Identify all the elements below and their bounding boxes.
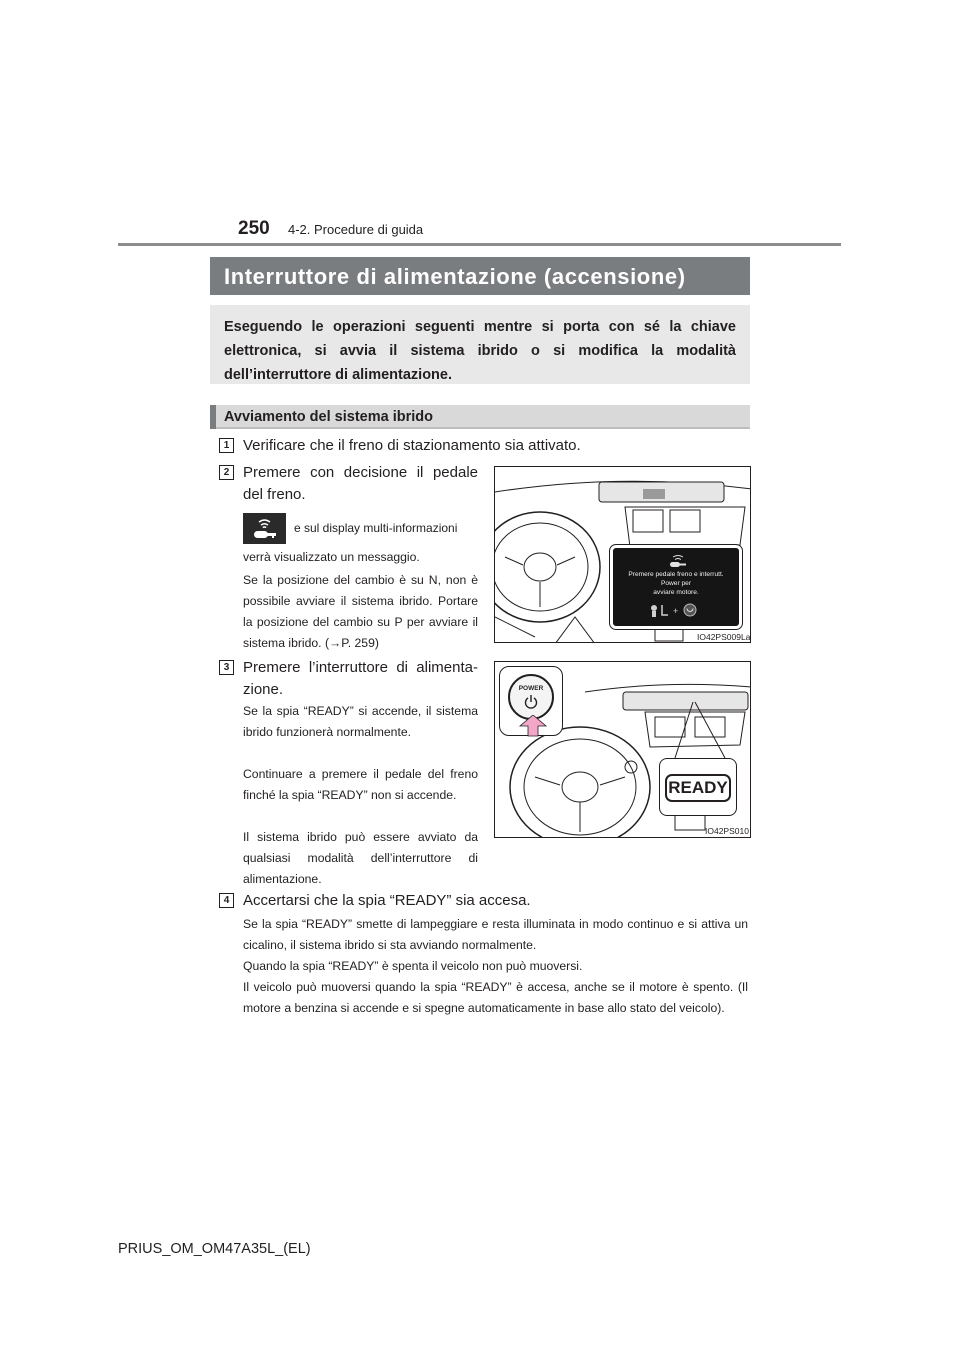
smart-key-icon (665, 552, 693, 568)
figure-code: IO42PS009La (697, 632, 751, 642)
step-text: Verificare che il freno di stazionamento sia attivato. (243, 437, 581, 454)
step-note: Se la spia “READY” si accende, il sistema ibrido funzionerà normalmente. (243, 704, 478, 739)
step-number: 3 (219, 660, 234, 675)
step-note: Continuare a premere il pedale del freno finché la spia “READY” non si accende. (243, 767, 478, 802)
step-text: Accertarsi che la spia “READY” sia accesa. (243, 892, 531, 909)
step-number: 4 (219, 893, 234, 908)
brake-power-icons (646, 602, 706, 618)
display-message (616, 570, 736, 597)
step-note: Se la posizione del cambio è su N, non è possibile avviare il sistema ibrido. Portare la posizione del cambio su P per avviare il sistema ibrido. (→P. 259) (243, 573, 478, 650)
power-label: POWER (518, 685, 544, 692)
step-number: 1 (219, 438, 234, 453)
display-line: Premere pedale freno e interrutt. (628, 571, 724, 578)
section-reference: 4-2. Procedure di guida (288, 222, 424, 237)
figure-brake-display (494, 466, 751, 643)
ready-indicator: READY (665, 774, 731, 802)
step-note: Il sistema ibrido può essere avviato da qualsiasi modalità dell’interruttore di alimentazione. (243, 830, 478, 886)
page-number: 250 (238, 218, 270, 239)
step-text: Premere l’interruttore di alimenta- (243, 659, 478, 676)
page-title: Interruttore di alimentazione (accensione) (210, 257, 750, 295)
footer-code: PRIUS_OM_OM47A35L_(EL) (118, 1241, 311, 1257)
subsection-header (210, 405, 750, 429)
svg-text:+: + (673, 606, 679, 616)
multi-info-display (610, 545, 742, 629)
callout-lines (495, 662, 751, 838)
display-line: Power per (660, 580, 692, 587)
subsection-title: Avviamento del sistema ibrido (224, 409, 433, 425)
intro-box: Eseguendo le operazioni seguenti mentre si porta con sé la chiave elettronica, si avvia il sistema ibrido o si modifica la modalità dell’interruttore di alimentazione. (210, 305, 750, 384)
step-note: Se la spia “READY” smette di lampeggiare e resta illuminata in modo continuo e si attiva un cicalino, il sistema ibrido si sta avviando normalmente. (243, 917, 748, 952)
header-rule (118, 243, 841, 246)
smart-key-icon (243, 513, 286, 544)
display-line: avviare motore. (653, 589, 699, 596)
figure-code: IO42PS010 (705, 826, 749, 836)
step-note: verrà visualizzato un messaggio. (243, 550, 420, 564)
step-text: del freno. (243, 486, 306, 503)
subsection-accent (210, 405, 216, 429)
step-note: e sul display multi-informazioni (294, 521, 458, 535)
step-note: Quando la spia “READY” è spenta il veicolo non può muoversi. (243, 959, 583, 973)
step-note: Il veicolo può muoversi quando la spia “READY” è accesa, anche se il motore è spento. (Il motore a benzina si accende e si spegne automaticamente in base allo stato del veicolo). (243, 980, 748, 1015)
step-text: zione. (243, 681, 284, 698)
figure-power-ready (494, 661, 751, 838)
step-text: Premere con decisione il pedale (243, 464, 478, 481)
step-number: 2 (219, 465, 234, 480)
